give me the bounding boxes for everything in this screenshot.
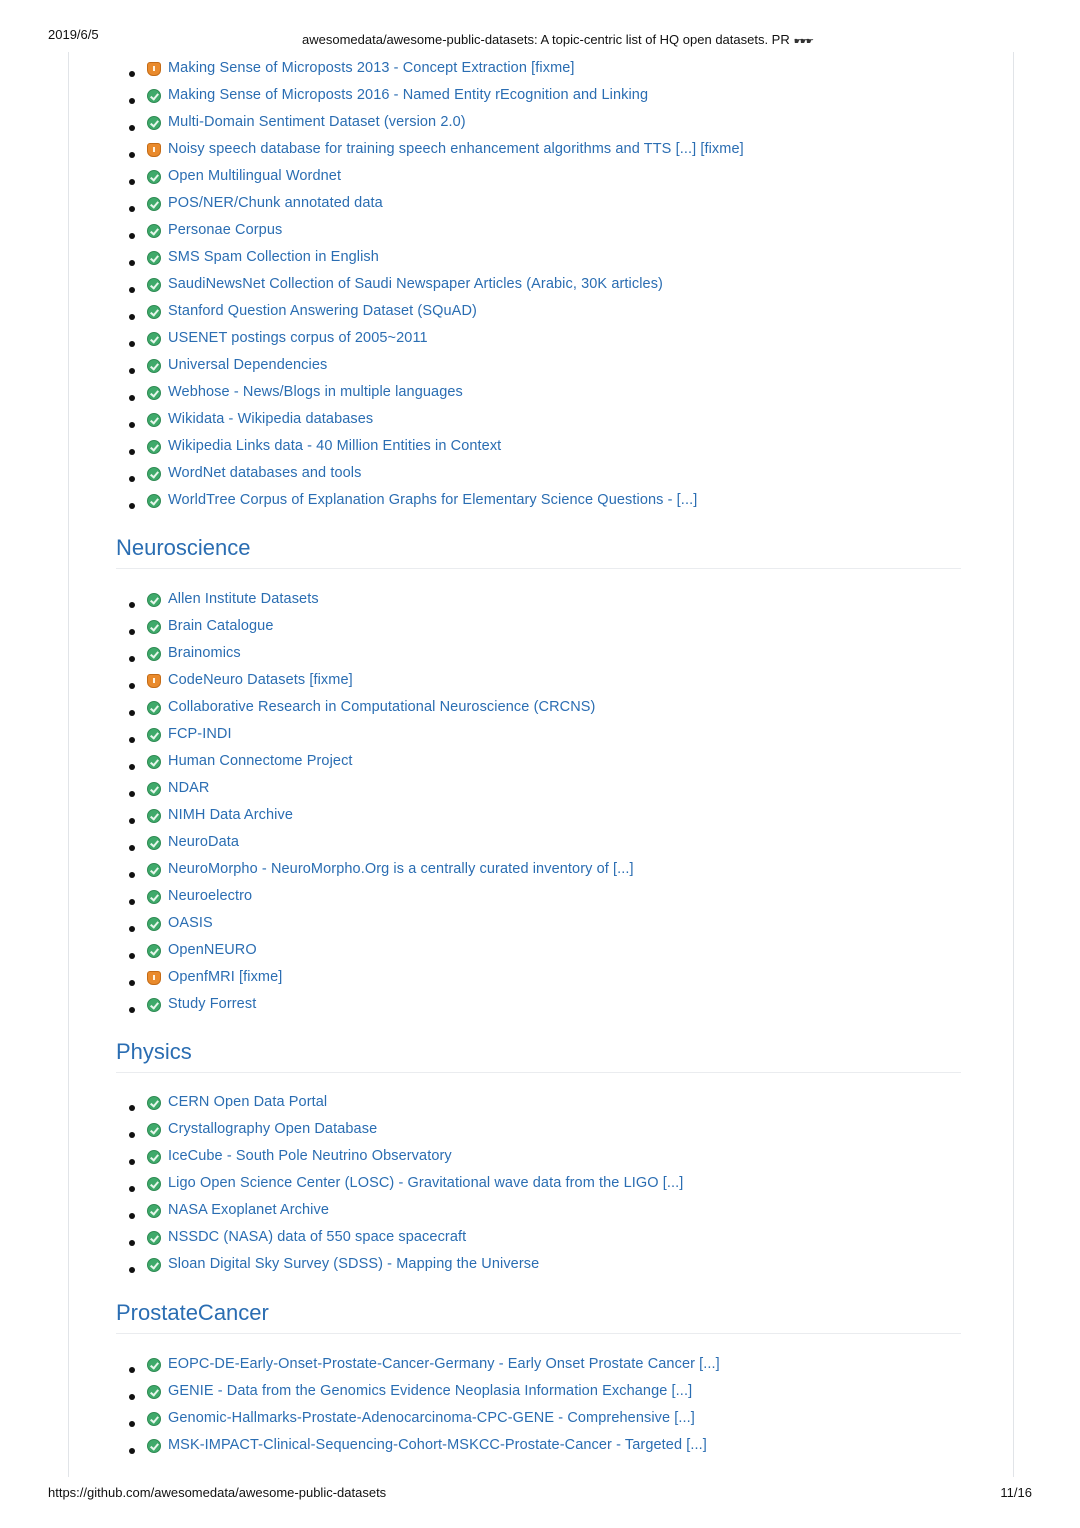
dataset-link[interactable]: GENIE - Data from the Genomics Evidence Neoplasia Information Exchange [...] <box>168 1383 693 1399</box>
dataset-link[interactable]: USENET postings corpus of 2005~2011 <box>168 330 428 346</box>
list-bullet <box>129 737 135 743</box>
check-badge-icon <box>147 1385 161 1399</box>
list-bullet <box>129 926 135 932</box>
list-bullet <box>129 449 135 455</box>
check-badge-icon <box>147 494 161 508</box>
print-footer <box>0 1485 1080 1505</box>
check-badge-icon <box>147 251 161 265</box>
list-bullet <box>129 395 135 401</box>
check-badge-icon <box>147 1123 161 1137</box>
section-heading-prostate-cancer: ProstateCancer <box>116 1300 269 1325</box>
check-badge-icon <box>147 890 161 904</box>
dataset-link[interactable]: Wikidata - Wikipedia databases <box>168 411 374 427</box>
check-badge-icon <box>147 1439 161 1453</box>
check-badge-icon <box>147 1231 161 1245</box>
dataset-link[interactable]: Open Multilingual Wordnet <box>168 168 342 184</box>
list-bullet <box>129 656 135 662</box>
check-badge-icon <box>147 620 161 634</box>
list-bullet <box>129 1159 135 1165</box>
dataset-link[interactable]: Human Connectome Project <box>168 753 353 769</box>
check-badge-icon <box>147 224 161 238</box>
warning-badge-icon <box>147 971 161 985</box>
list-bullet <box>129 422 135 428</box>
section-heading-neuroscience: Neuroscience <box>116 535 251 560</box>
print-source-url: https://github.com/awesomedata/awesome-public-datasets <box>48 1485 387 1500</box>
check-badge-icon <box>147 1177 161 1191</box>
check-badge-icon <box>147 647 161 661</box>
check-badge-icon <box>147 1150 161 1164</box>
list-bullet <box>129 98 135 104</box>
list-bullet <box>129 1448 135 1454</box>
list-bullet <box>129 791 135 797</box>
dataset-link[interactable]: Crystallography Open Database <box>168 1121 378 1137</box>
check-badge-icon <box>147 467 161 481</box>
list-bullet <box>129 953 135 959</box>
list-bullet <box>129 764 135 770</box>
list-bullet <box>129 152 135 158</box>
dataset-link[interactable]: Neuroelectro <box>168 888 253 904</box>
dataset-link[interactable]: Noisy speech database for training speech enhancement algorithms and TTS [...] [fixme] <box>168 141 744 157</box>
list-bullet <box>129 1421 135 1427</box>
check-badge-icon <box>147 359 161 373</box>
dataset-link[interactable]: NIMH Data Archive <box>168 807 293 823</box>
list-bullet <box>129 368 135 374</box>
dataset-link[interactable]: Making Sense of Microposts 2013 - Concept Extraction [fixme] <box>168 60 575 76</box>
check-badge-icon <box>147 944 161 958</box>
check-badge-icon <box>147 782 161 796</box>
dataset-link[interactable]: NASA Exoplanet Archive <box>168 1202 329 1218</box>
dataset-link[interactable]: Wikipedia Links data - 40 Million Entities in Context <box>168 438 502 454</box>
check-badge-icon <box>147 440 161 454</box>
dataset-link[interactable]: Stanford Question Answering Dataset (SQuAD) <box>168 303 477 319</box>
list-bullet <box>129 899 135 905</box>
check-badge-icon <box>147 332 161 346</box>
dataset-link[interactable]: POS/NER/Chunk annotated data <box>168 195 383 211</box>
dataset-link[interactable]: OpenfMRI [fixme] <box>168 969 283 985</box>
list-bullet <box>129 206 135 212</box>
dataset-link[interactable]: Sloan Digital Sky Survey (SDSS) - Mapping the Universe <box>168 1256 540 1272</box>
dataset-link[interactable]: SMS Spam Collection in English <box>168 249 379 265</box>
check-badge-icon <box>147 1358 161 1372</box>
dataset-link[interactable]: SaudiNewsNet Collection of Saudi Newspaper Articles (Arabic, 30K articles) <box>168 276 663 292</box>
list-bullet <box>129 980 135 986</box>
check-badge-icon <box>147 305 161 319</box>
list-bullet <box>129 233 135 239</box>
check-badge-icon <box>147 89 161 103</box>
dataset-link[interactable]: Collaborative Research in Computational Neuroscience (CRCNS) <box>168 699 596 715</box>
dataset-link[interactable]: Brainomics <box>168 645 241 661</box>
dataset-link[interactable]: EOPC-DE-Early-Onset-Prostate-Cancer-Germany - Early Onset Prostate Cancer [...] <box>168 1356 720 1372</box>
list-bullet <box>129 1105 135 1111</box>
list-bullet <box>129 125 135 131</box>
dataset-link[interactable]: Webhose - News/Blogs in multiple languages <box>168 384 463 400</box>
list-bullet <box>129 1394 135 1400</box>
dataset-link[interactable]: Personae Corpus <box>168 222 283 238</box>
check-badge-icon <box>147 998 161 1012</box>
list-bullet <box>129 872 135 878</box>
check-badge-icon <box>147 1204 161 1218</box>
pointing-hands-icon: ☛☛☛ <box>793 36 812 46</box>
list-bullet <box>129 287 135 293</box>
check-badge-icon <box>147 1258 161 1272</box>
dataset-link[interactable]: Genomic-Hallmarks-Prostate-Adenocarcinoma-CPC-GENE - Comprehensive [...] <box>168 1410 695 1426</box>
section-heading-physics: Physics <box>116 1039 192 1064</box>
dataset-link[interactable]: NSSDC (NASA) data of 550 space spacecraft <box>168 1229 467 1245</box>
check-badge-icon <box>147 197 161 211</box>
dataset-link[interactable]: Allen Institute Datasets <box>168 591 319 607</box>
list-bullet <box>129 629 135 635</box>
check-badge-icon <box>147 917 161 931</box>
dataset-link[interactable]: Ligo Open Science Center (LOSC) - Gravitational wave data from the LIGO [...] <box>168 1175 684 1191</box>
dataset-link[interactable]: WordNet databases and tools <box>168 465 362 481</box>
check-badge-icon <box>147 809 161 823</box>
list-bullet <box>129 1267 135 1273</box>
list-bullet <box>129 683 135 689</box>
dataset-link[interactable]: CERN Open Data Portal <box>168 1094 328 1110</box>
dataset-link[interactable]: Making Sense of Microposts 2016 - Named Entity rEcognition and Linking <box>168 87 649 103</box>
dataset-link[interactable]: OASIS <box>168 915 213 931</box>
list-bullet <box>129 1240 135 1246</box>
list-bullet <box>129 260 135 266</box>
list-bullet <box>129 710 135 716</box>
dataset-link[interactable]: WorldTree Corpus of Explanation Graphs for Elementary Science Questions - [...] <box>168 492 698 508</box>
check-badge-icon <box>147 863 161 877</box>
list-bullet <box>129 179 135 185</box>
list-bullet <box>129 503 135 509</box>
list-bullet <box>129 602 135 608</box>
list-bullet <box>129 1186 135 1192</box>
check-badge-icon <box>147 755 161 769</box>
dataset-link[interactable]: NeuroMorpho - NeuroMorpho.Org is a centrally curated inventory of [...] <box>168 861 634 877</box>
check-badge-icon <box>147 701 161 715</box>
dataset-link[interactable]: MSK-IMPACT-Clinical-Sequencing-Cohort-MSKCC-Prostate-Cancer - Targeted [...] <box>168 1437 707 1453</box>
check-badge-icon <box>147 386 161 400</box>
dataset-link[interactable]: CodeNeuro Datasets [fixme] <box>168 672 353 688</box>
dataset-link[interactable]: NeuroData <box>168 834 240 850</box>
list-bullet <box>129 71 135 77</box>
dataset-link[interactable]: Brain Catalogue <box>168 618 274 634</box>
list-bullet <box>129 1132 135 1138</box>
list-bullet <box>129 476 135 482</box>
check-badge-icon <box>147 278 161 292</box>
list-bullet <box>129 1367 135 1373</box>
dataset-link[interactable]: NDAR <box>168 780 210 796</box>
print-page-title-text: awesomedata/awesome-public-datasets: A topic-centric list of HQ open datasets. PR <box>302 32 790 47</box>
list-bullet <box>129 1213 135 1219</box>
list-bullet <box>129 341 135 347</box>
section-divider <box>116 1333 961 1334</box>
check-badge-icon <box>147 836 161 850</box>
check-badge-icon <box>147 170 161 184</box>
section-divider <box>116 568 961 569</box>
list-bullet <box>129 1007 135 1013</box>
print-page-number: 11/16 <box>1000 1485 1032 1500</box>
list-bullet <box>129 845 135 851</box>
list-bullet <box>129 314 135 320</box>
check-badge-icon <box>147 728 161 742</box>
check-badge-icon <box>147 1096 161 1110</box>
check-badge-icon <box>147 413 161 427</box>
warning-badge-icon <box>147 143 161 157</box>
print-date: 2019/6/5 <box>48 27 99 42</box>
dataset-link[interactable]: Study Forrest <box>168 996 257 1012</box>
check-badge-icon <box>147 116 161 130</box>
dataset-link[interactable]: OpenNEURO <box>168 942 257 958</box>
warning-badge-icon <box>147 62 161 76</box>
check-badge-icon <box>147 1412 161 1426</box>
dataset-link[interactable]: FCP-INDI <box>168 726 232 742</box>
dataset-link[interactable]: Multi-Domain Sentiment Dataset (version 2.0) <box>168 114 466 130</box>
section-divider <box>116 1072 961 1073</box>
dataset-link[interactable]: IceCube - South Pole Neutrino Observatory <box>168 1148 452 1164</box>
check-badge-icon <box>147 593 161 607</box>
list-bullet <box>129 818 135 824</box>
dataset-link[interactable]: Universal Dependencies <box>168 357 328 373</box>
warning-badge-icon <box>147 674 161 688</box>
